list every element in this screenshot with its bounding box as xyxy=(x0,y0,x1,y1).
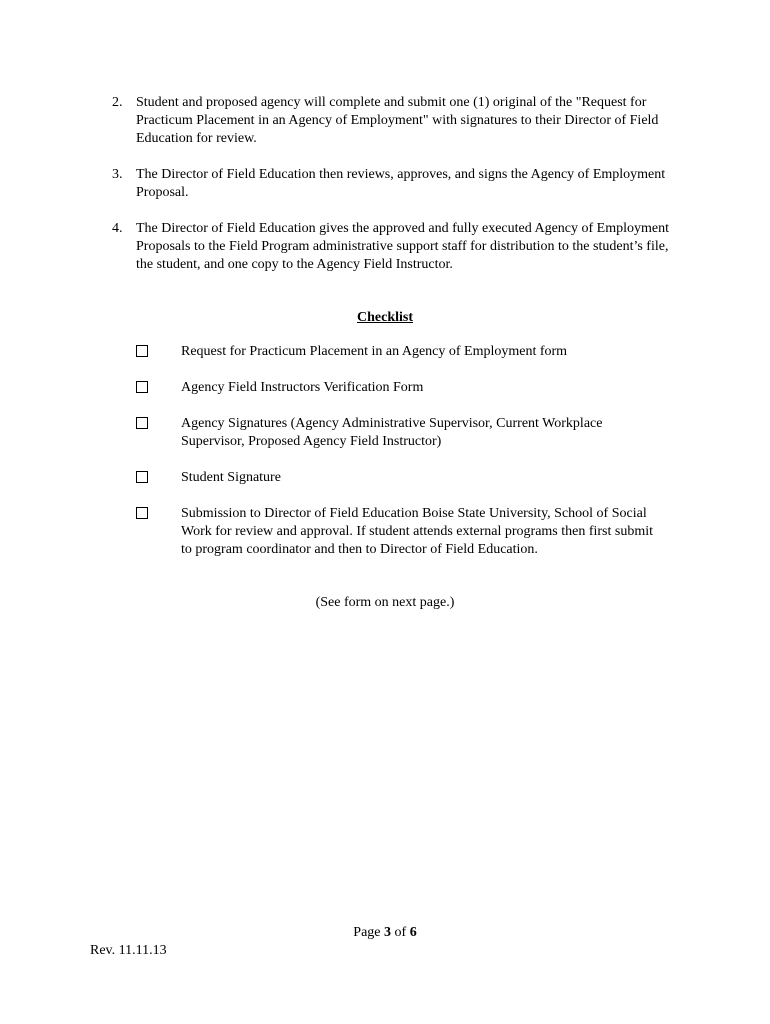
checkbox[interactable] xyxy=(136,507,148,519)
step-number: 2. xyxy=(112,95,123,110)
checklist-item-label: Agency Signatures (Agency Administrative Supervisor, Current Workplace Supervisor, Proposed Agency Field Instructor) xyxy=(181,416,603,449)
checklist-item xyxy=(136,379,666,397)
page-word: Page xyxy=(353,925,381,940)
current-page: 3 xyxy=(384,925,392,940)
checklist-item xyxy=(136,469,666,487)
procedure-steps xyxy=(112,94,672,292)
checkbox[interactable] xyxy=(136,345,148,357)
checkbox[interactable] xyxy=(136,381,148,393)
revision-date: Rev. 11.11.13 xyxy=(90,943,167,958)
checklist-item-label: Student Signature xyxy=(181,470,281,485)
page-number xyxy=(0,924,770,942)
checkbox[interactable] xyxy=(136,471,148,483)
checklist-item xyxy=(136,343,666,361)
checklist-heading: Checklist xyxy=(357,310,413,325)
of-word: of xyxy=(394,925,407,940)
step-number: 4. xyxy=(112,221,123,236)
step-text: The Director of Field Education gives the approved and fully executed Agency of Employment Proposals to the Field Program administrative support staff for distribution to the student’s file, the student, and one copy to the Agency Field Instructor. xyxy=(136,221,670,272)
checkbox[interactable] xyxy=(136,417,148,429)
checklist xyxy=(136,343,666,577)
checklist-item xyxy=(136,505,666,559)
step-item xyxy=(112,220,672,274)
step-number: 3. xyxy=(112,167,123,182)
step-text: The Director of Field Education then reviews, approves, and signs the Agency of Employment Proposal. xyxy=(136,167,666,200)
next-page-note: (See form on next page.) xyxy=(315,595,455,610)
checklist-item-label: Submission to Director of Field Education Boise State University, School of Social Work for review and approval. If student attends external programs then first submit to program coordinator and then to Director of Field Education. xyxy=(181,506,654,557)
step-text: Student and proposed agency will complete and submit one (1) original of the "Request for Practicum Placement in an Agency of Employment" with signatures to their Director of Field Education for review. xyxy=(136,95,659,146)
checklist-item-label: Agency Field Instructors Verification Form xyxy=(181,380,424,395)
checklist-item-label: Request for Practicum Placement in an Agency of Employment form xyxy=(181,344,568,359)
step-item xyxy=(112,166,672,202)
step-item xyxy=(112,94,672,148)
total-pages: 6 xyxy=(409,925,417,940)
checklist-item xyxy=(136,415,666,451)
